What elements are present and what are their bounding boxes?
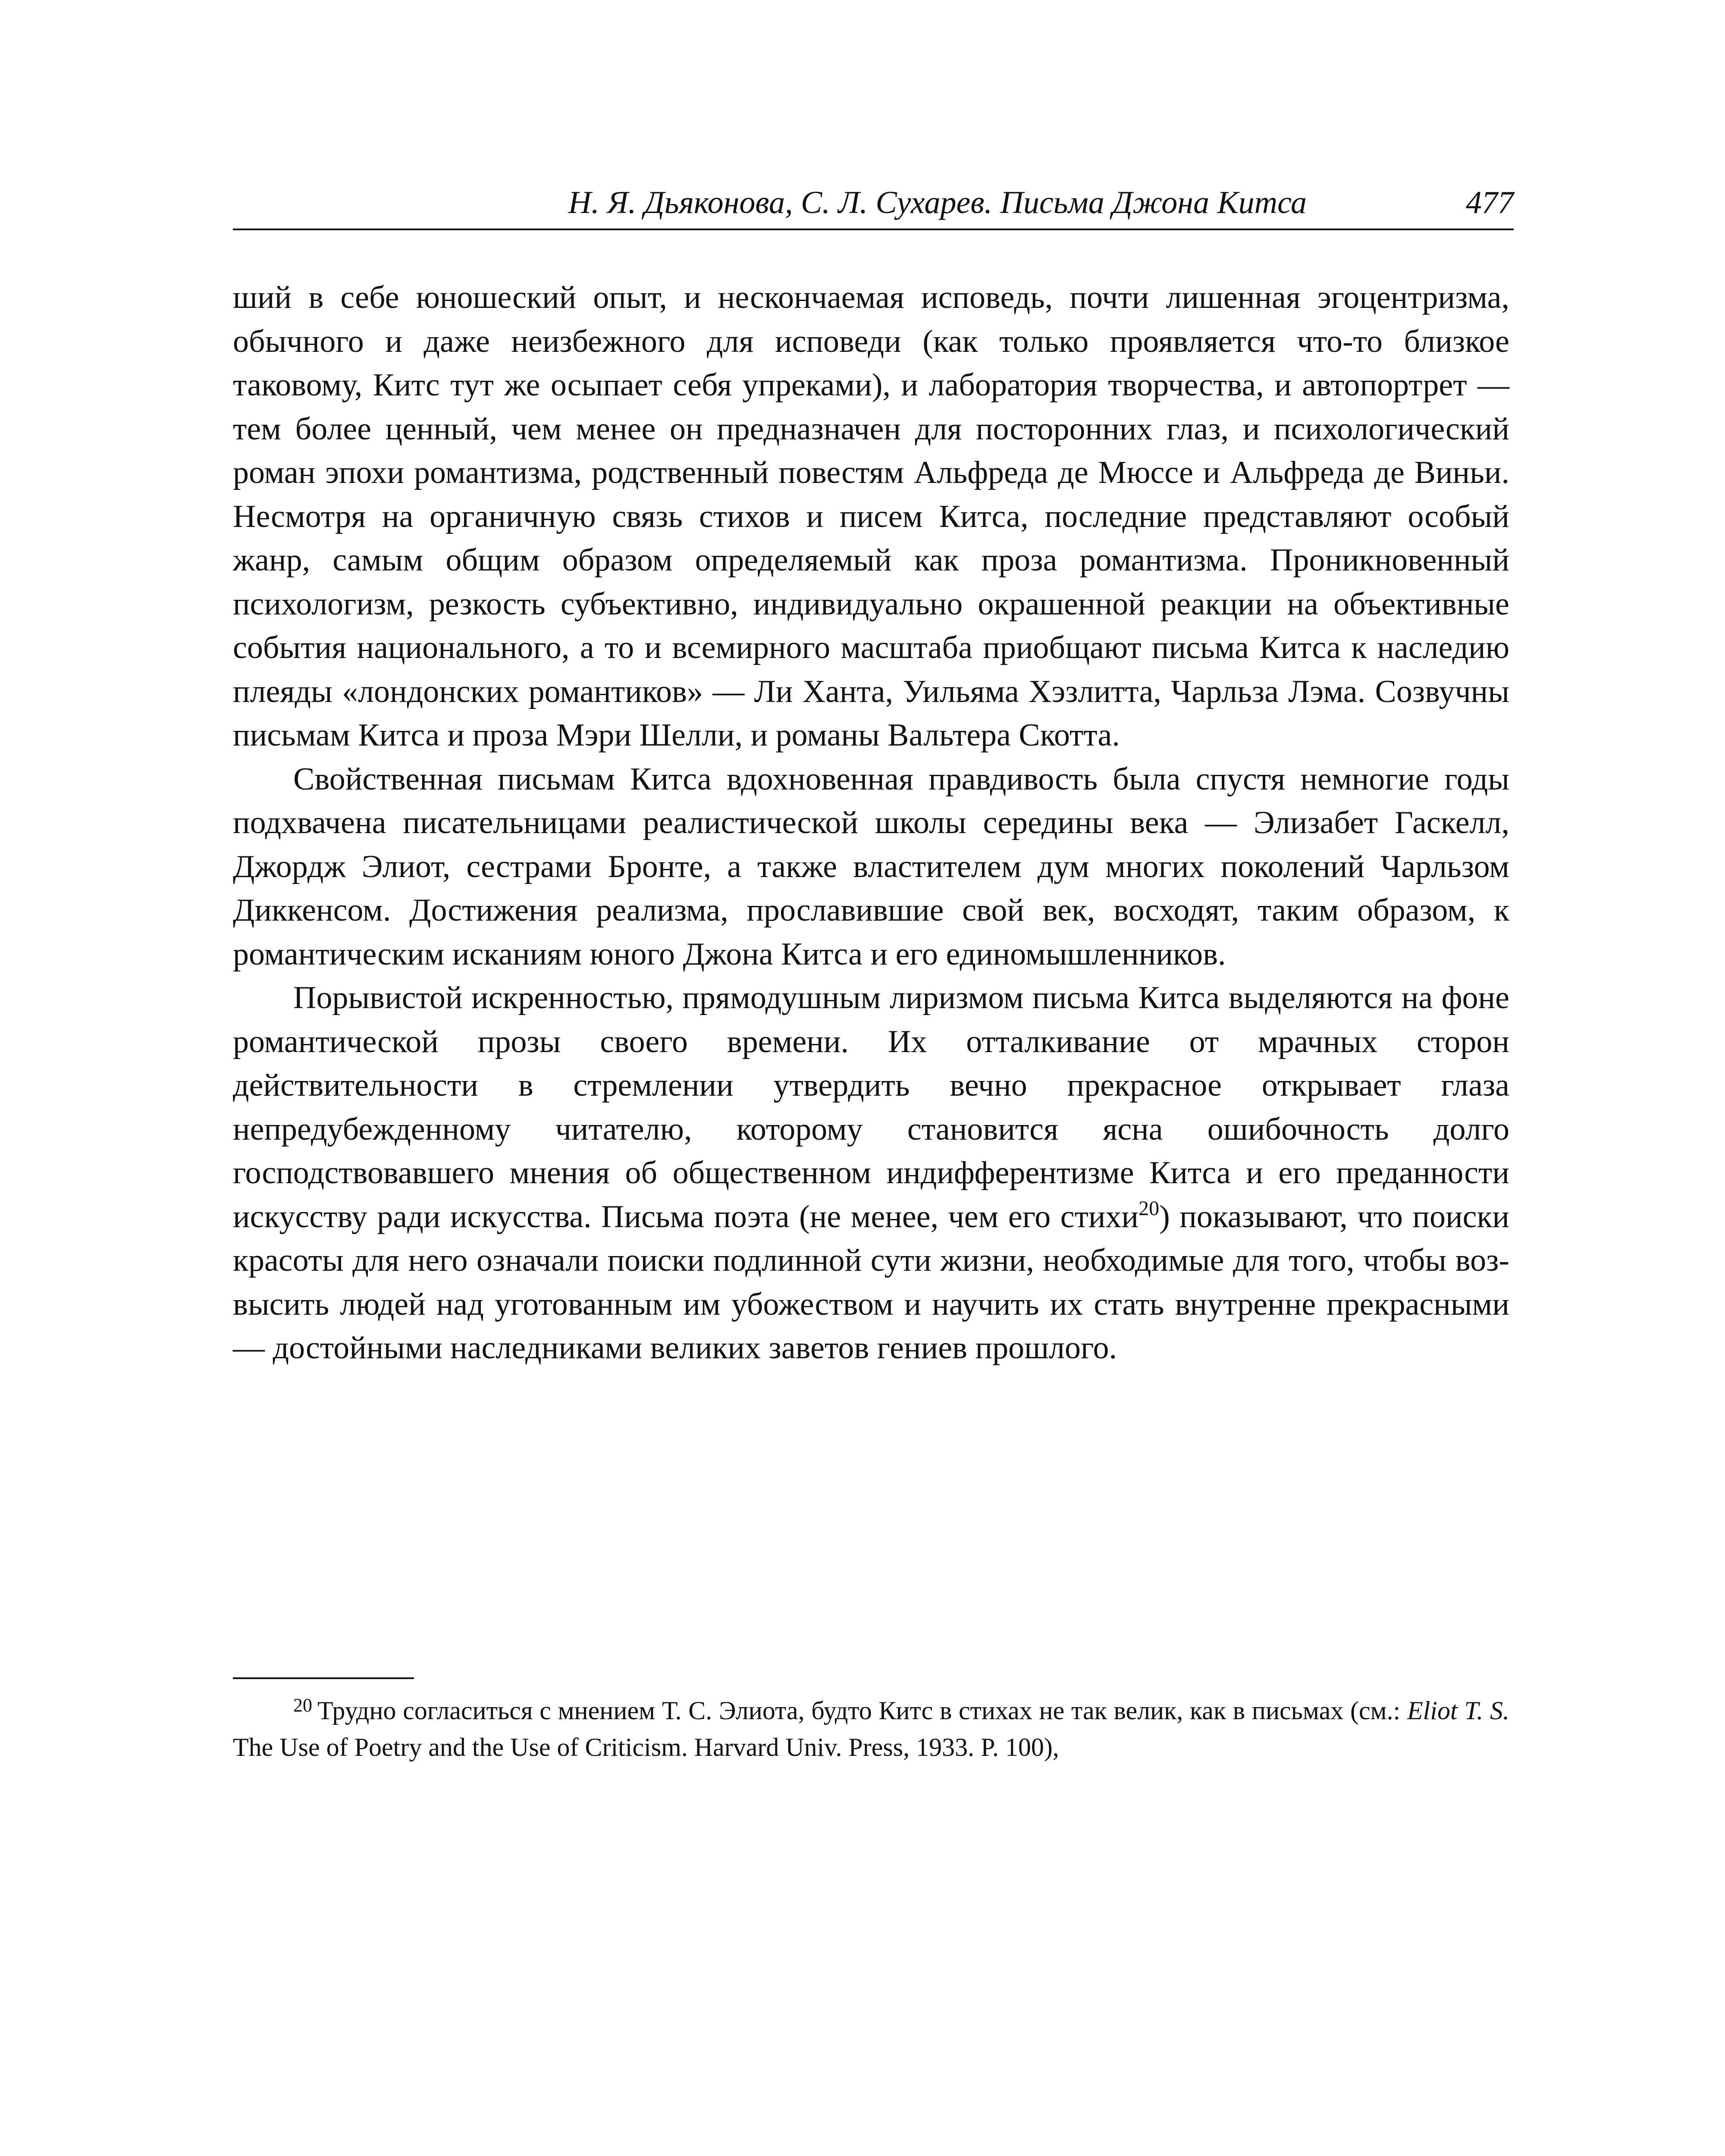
body-text: [233, 276, 1509, 1370]
footnote-text-2: The Use of Poetry and the Use of Criticism. Harvard Univ. Press, 1933. P. 100),: [233, 1733, 1059, 1761]
footnote-text-1: Трудно согласиться с мнением Т. С. Элиота, будто Китс в стихах не так велик, как в письмах (см.:: [317, 1696, 1407, 1725]
paragraph-1: ший в себе юношеский опыт, и нескончаемая исповедь, почти лишенная эгоцентризма, обычного и даже неизбежного для исповеди (как только проявляется что-то близкое таковому, Китс тут же осыпает себя упреками), и лаборатория творчества, и автопортрет — тем более ценный, чем менее он предназначен для посторонних глаз, и психологический роман эпохи романтизма, родственный повестям Альфреда де Мюссе и Альфреда де Виньи. Несмотря на органичную связь стихов и писем Китса, последние представляют особый жанр, самым общим образом определяемый как проза романтизма. Проникновенный психологизм, резкость субъективно, индивидуально окрашенной реакции на объективные события национального, а то и всемирного масштаба приобщают письма Китса к наследию плеяды «лондонских романтиков» — Ли Ханта, Уильяма Хэзлитта, Чарльза Лэма. Созвучны письмам Китса и проза Мэри Шелли, и романы Вальтера Скотта.: [233, 280, 1509, 753]
paragraph-3-part-2: ) показывают, что поиски красоты для него означали поиски подлинной сути жизни, необходимые для того, чтобы возвысить людей над уготованным им убожеством и научить их стать внутренне прекрасными — достойными наследниками великих заветов гениев прошлого.: [233, 1199, 1509, 1366]
running-title: Н. Я. Дьяконова, С. Л. Сухарев. Письма Джона Китса: [568, 185, 1307, 220]
paragraph-3-part-1: Порывистой искренностью, прямодушным лиризмом письма Китса выделяются на фоне романтической прозы своего времени. Их отталкивание от мрачных сторон действительности в стремлении утвердить вечно прекрасное открывает глаза непредубежденному читателю, которому становится ясна ошибочность долго господствовавшего мнения об общественном индифферентизме Китса и его преданности искусству ради искусства. Письма поэта (не менее, чем его стихи: [233, 980, 1509, 1235]
paragraph-3: [233, 976, 1509, 1370]
footnote-number: 20: [293, 1695, 312, 1716]
paragraph-2: Свойственная письмам Китса вдохновенная правдивость была спустя немногие годы подхвачена писательницами реалистической школы середины века — Элизабет Гаскелл, Джордж Элиот, сестрами Бронте, а также властителем дум многих поколений Чарльзом Диккенсом. Достижения реализма, прославившие свой век, восходят, таким образом, к романтическим исканиям юного Джона Китса и его единомышленников.: [233, 761, 1509, 972]
footnote-divider: [233, 1677, 414, 1679]
page-number: 477: [1466, 185, 1514, 220]
page-header: [233, 181, 1514, 230]
footnote-20: [233, 1692, 1509, 1766]
footnote-reference: 20: [1138, 1197, 1160, 1220]
footnote-author: Eliot T. S.: [1407, 1696, 1509, 1725]
